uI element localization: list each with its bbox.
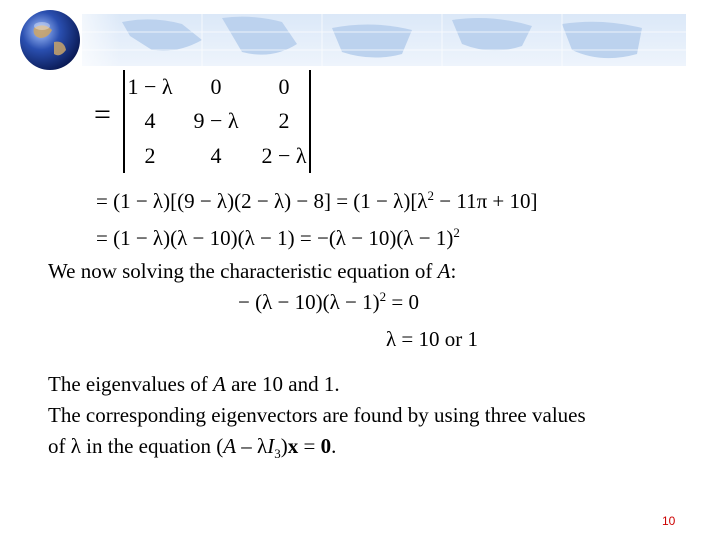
globe-icon xyxy=(18,8,82,72)
determinant-equals-sign: = xyxy=(94,98,111,131)
expansion-line-2 xyxy=(96,225,460,251)
matrix-cell-r3c2: 4 xyxy=(210,143,222,168)
matrix-cell-r3c3: 2 − λ xyxy=(261,143,307,168)
world-map-banner xyxy=(82,14,686,66)
matrix-cell-r2c1: 4 xyxy=(144,108,156,133)
matrix-cell-r1c2: 0 xyxy=(210,74,222,99)
eigen-line3-minus: – λ xyxy=(236,434,268,458)
matrix-cell-r1c1: 1 − λ xyxy=(127,74,173,99)
eigen-line3-zero: 0 xyxy=(320,434,332,458)
solving-var: A xyxy=(437,259,451,283)
page-number: 10 xyxy=(662,514,676,528)
matrix-cell-r3c1: 2 xyxy=(144,143,156,168)
eigen-line3-prefix: of λ in the equation ( xyxy=(48,434,224,458)
char-eq-exponent: 2 xyxy=(379,289,387,304)
eigen-line3-close: ) xyxy=(280,434,288,458)
eigenvectors-line: The corresponding eigenvectors are found by using three values xyxy=(48,403,586,427)
expansion-line-1 xyxy=(96,188,538,214)
eigen-line3-A: A xyxy=(223,434,237,458)
char-eq-text: − (λ − 10)(λ − 1) xyxy=(238,290,380,314)
eigen-line3-period: . xyxy=(331,434,337,458)
equation-line xyxy=(48,434,336,462)
eigen-line3-x: x xyxy=(287,434,299,458)
matrix-cell-r2c3: 2 xyxy=(278,108,290,133)
eigenvalues-line xyxy=(48,372,340,397)
solving-suffix: : xyxy=(450,259,457,283)
characteristic-equation xyxy=(238,289,419,315)
expansion-line-2-text: = (1 − λ)(λ − 10)(λ − 1) = −(λ − 10)(λ − 1) xyxy=(96,226,454,250)
eigen-line3-sub: 3 xyxy=(274,446,281,462)
expansion-line-1-end: − 11π + 10] xyxy=(434,189,538,213)
expansion-line-2-exponent: 2 xyxy=(453,225,460,240)
char-eq-rhs: = 0 xyxy=(386,290,419,314)
matrix-cell-r2c2: 9 − λ xyxy=(193,108,239,133)
matrix-cell-r1c3: 0 xyxy=(278,74,290,99)
eigen-line3-I: I xyxy=(267,434,275,458)
solution-line: λ = 10 or 1 xyxy=(386,327,479,351)
expansion-line-1-text: = (1 − λ)[(9 − λ)(2 − λ) − 8] = (1 − λ)[λ xyxy=(96,189,428,213)
eigen-line1-suffix: are 10 and 1. xyxy=(225,372,340,396)
eigen-line1-prefix: The eigenvalues of xyxy=(48,372,214,396)
solving-statement xyxy=(48,259,456,284)
eigen-line1-var: A xyxy=(213,372,226,396)
eigen-line3-eq: = xyxy=(298,434,321,458)
solving-prefix: We now solving the characteristic equation of xyxy=(48,259,438,283)
expansion-line-1-exponent: 2 xyxy=(427,188,434,203)
